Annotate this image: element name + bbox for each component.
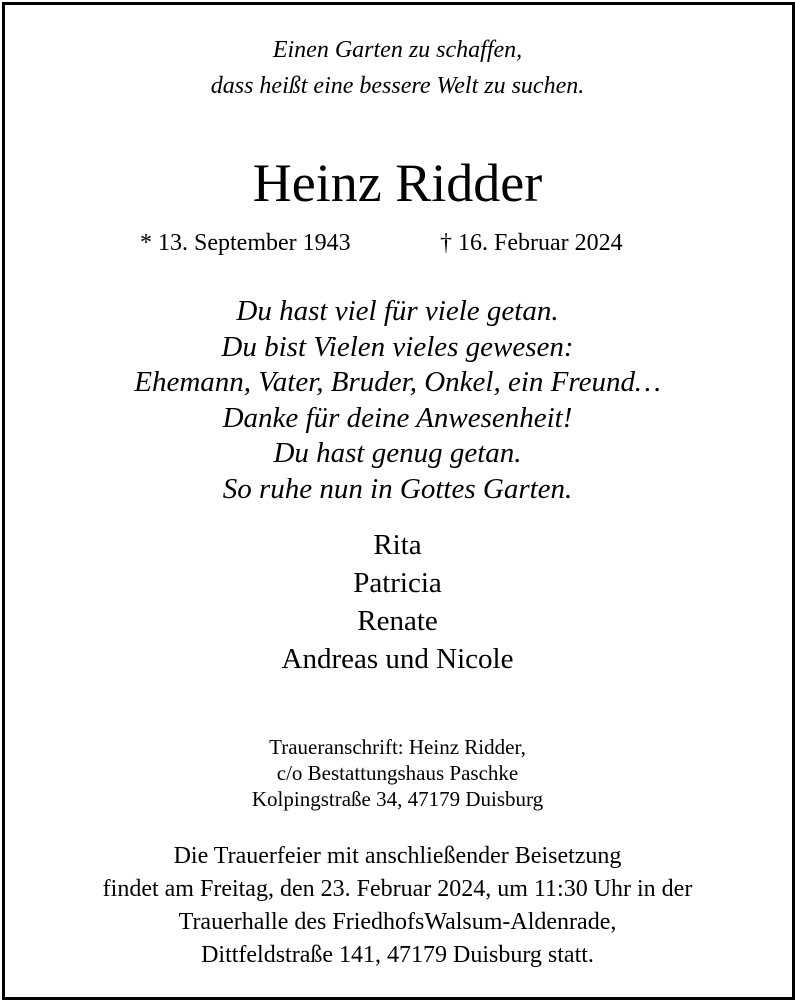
condolence-address: [0, 734, 795, 812]
service-line: Dittfeldstraße 141, 47179 Duisburg statt.: [201, 942, 594, 968]
memorial-poem: [0, 294, 795, 507]
service-line: Die Trauerfeier mit anschließender Beisetzung: [173, 843, 622, 869]
poem-line: Du bist Vielen vieles gewesen:: [221, 330, 574, 363]
mourners-list: [0, 526, 795, 678]
mourner-name: Andreas und Nicole: [281, 643, 514, 675]
poem-line: So ruhe nun in Gottes Garten.: [222, 472, 573, 505]
mourner-name: Patricia: [353, 567, 442, 599]
motto-line: Einen Garten zu schaffen,: [272, 37, 523, 63]
motto-line: dass heißt eine bessere Welt zu suchen.: [210, 73, 585, 99]
mourner-name: Rita: [373, 529, 422, 561]
poem-line: Ehemann, Vater, Bruder, Onkel, ein Freund…: [134, 366, 661, 398]
service-line: Trauerhalle des FriedhofsWalsum-Aldenrade,: [178, 909, 617, 935]
poem-line: Du hast genug getan.: [273, 437, 522, 469]
funeral-service-info: [0, 840, 795, 972]
poem-line: Danke für deine Anwesenheit!: [222, 401, 573, 434]
poem-line: Du hast viel für viele getan.: [236, 295, 559, 327]
address-line: c/o Bestattungshaus Paschke: [276, 761, 519, 785]
death-date: † 16. Februar 2024: [440, 230, 623, 256]
mourner-name: Renate: [357, 605, 438, 637]
address-line: Kolpingstraße 34, 47179 Duisburg: [251, 787, 544, 811]
motto-quote: [0, 32, 795, 104]
deceased-name: Heinz Ridder: [252, 153, 543, 213]
service-line: findet am Freitag, den 23. Februar 2024, um 11:30 Uhr in der: [102, 876, 693, 902]
birth-date: * 13. September 1943: [140, 230, 351, 256]
address-line: Traueranschrift: Heinz Ridder,: [269, 735, 526, 759]
